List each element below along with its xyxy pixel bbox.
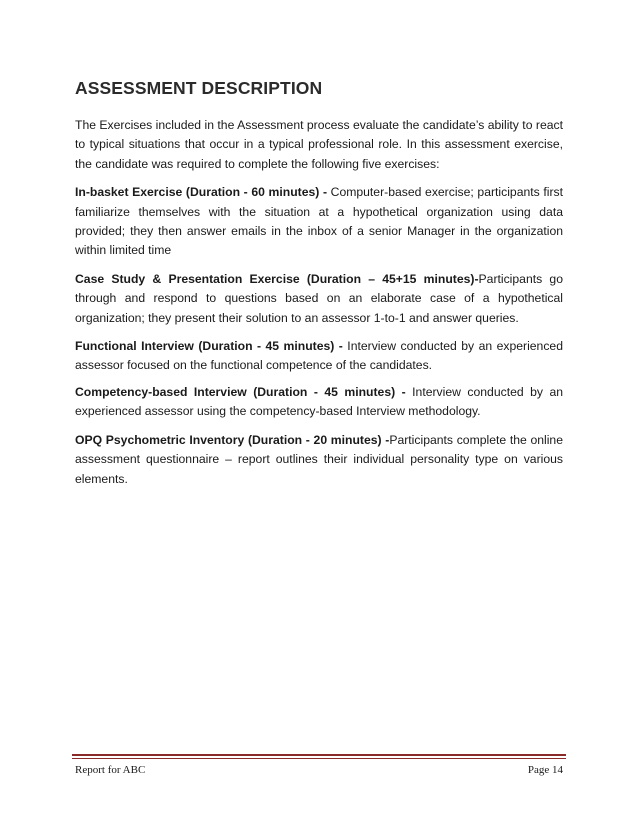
exercise-opq-inventory — [75, 431, 563, 489]
exercise-functional-interview — [75, 337, 563, 376]
exercise-case-study — [75, 270, 563, 328]
exercise-text: Participants go through and respond to questions based on an elaborate case of a hypothetical organization; they present their solution to an assessor 1-to-1 and answer queries. — [75, 271, 563, 325]
footer-rule-thin — [72, 758, 566, 759]
intro-paragraph: The Exercises included in the Assessment process evaluate the candidate’s ability to react to typical situations that occur in a typical professional role. In this assessment exercise, the candidate was required to complete the following five exercises: — [75, 118, 563, 171]
exercise-title: Competency-based Interview (Duration - 45 minutes) - — [75, 384, 406, 399]
footer-page-number: Page 14 — [527, 764, 563, 776]
exercise-title: Case Study & Presentation Exercise (Duration – 45+15 minutes)- — [75, 271, 479, 286]
exercise-title: In-basket Exercise (Duration - 60 minutes) - — [75, 185, 328, 200]
footer-rule — [72, 754, 566, 756]
footer-report-label: Report for ABC — [75, 764, 146, 776]
exercise-title: Functional Interview (Duration - 45 minutes) - — [75, 339, 343, 354]
exercise-text: Interview conducted by an experienced assessor using the competency-based Interview methodology. — [75, 384, 563, 419]
exercise-title: OPQ Psychometric Inventory (Duration - 20 minutes) - — [75, 432, 390, 447]
exercise-text: Interview conducted by an experienced assessor focused on the functional competence of the candidates. — [75, 339, 563, 373]
document-body — [75, 116, 563, 498]
exercise-text: Computer-based exercise; participants first familiarize themselves with the situation at a hypothetical organization using data provided; they then answer emails in the inbox of a senior Manager in the organization within limited time — [75, 185, 564, 258]
exercise-text: Participants complete the online assessment questionnaire – report outlines their individual personality type on various elements. — [75, 432, 563, 486]
exercise-in-basket — [75, 183, 563, 261]
exercise-competency-interview — [75, 383, 563, 422]
section-heading: ASSESSMENT DESCRIPTION — [75, 78, 323, 98]
